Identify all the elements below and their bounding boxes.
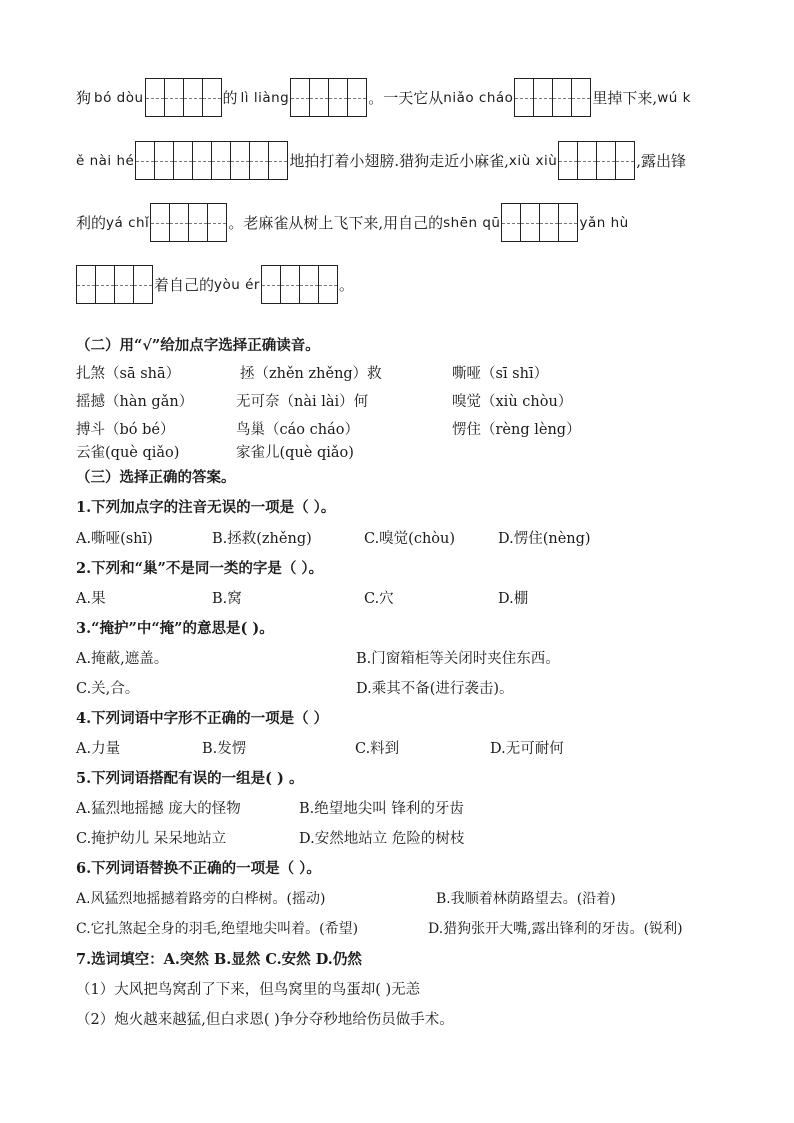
- option[interactable]: B.发愣: [202, 741, 247, 757]
- option[interactable]: B.我顺着林荫路望去。(沿着): [436, 891, 616, 907]
- pinyin: bó dòu: [94, 89, 144, 106]
- pron-item[interactable]: 家雀儿(què qiǎo): [236, 445, 354, 461]
- option[interactable]: D.乘其不备(进行袭击)。: [356, 681, 514, 697]
- question-stem: 7.选词填空：A.突然 B.显然 C.安然 D.仍然: [76, 951, 362, 968]
- question-stem: 3.“掩护”中“掩”的意思是( )。: [76, 620, 274, 637]
- option[interactable]: D.无可耐何: [490, 741, 564, 757]
- option[interactable]: B.绝望地尖叫 锋利的牙齿: [299, 801, 464, 817]
- text: 利的: [76, 214, 107, 232]
- option[interactable]: C.料到: [355, 741, 400, 757]
- pinyin: yǎn hù: [579, 214, 629, 231]
- section-heading: （三）选择正确的答案。: [76, 469, 236, 486]
- char-grid[interactable]: [514, 78, 591, 117]
- pron-item[interactable]: 嗅觉（xiù chòu）: [452, 394, 573, 410]
- pron-item[interactable]: 搏斗（bó bé）: [76, 422, 175, 438]
- option[interactable]: B.拯救(zhěng): [212, 531, 312, 547]
- text: 狗: [76, 89, 92, 107]
- char-grid[interactable]: [261, 265, 338, 304]
- question-stem: 6.下列词语替换不正确的一项是（ ）。: [76, 860, 321, 877]
- text: 。一天它从: [368, 89, 444, 107]
- pinyin: shēn qū: [443, 214, 501, 231]
- char-grid[interactable]: [135, 141, 212, 180]
- char-grid[interactable]: [150, 203, 227, 242]
- pinyin: yòu ér: [214, 276, 260, 293]
- pron-item[interactable]: 云雀(què qiǎo): [76, 445, 180, 461]
- option[interactable]: D.安然地站立 危险的树枝: [299, 831, 465, 847]
- option[interactable]: A.力量: [76, 741, 121, 757]
- option[interactable]: A.果: [76, 591, 106, 607]
- text: 里掉下来,: [592, 89, 658, 107]
- sub-question: （1）大风把鸟窝刮了下来，但鸟窝里的鸟蛋却( )无恙: [76, 982, 421, 998]
- option[interactable]: A.嘶哑(shī): [76, 531, 153, 547]
- char-grid[interactable]: [558, 141, 635, 180]
- option[interactable]: D.愣住(nèng): [498, 531, 591, 547]
- text: 。: [338, 276, 354, 294]
- option[interactable]: C.穴: [364, 591, 394, 607]
- option[interactable]: D.猎狗张开大嘴,露出锋利的牙齿。(锐利): [428, 921, 683, 937]
- pron-item[interactable]: 嘶哑（sī shī）: [452, 366, 549, 382]
- question-stem: 4.下列词语中字形不正确的一项是（ ）: [76, 710, 329, 727]
- char-grid[interactable]: [211, 141, 288, 180]
- pinyin: xiù xiù: [508, 152, 558, 169]
- fill-line-1: [76, 78, 691, 117]
- option[interactable]: B.门窗箱柜等关闭时夹住东西。: [356, 651, 560, 667]
- pinyin: niǎo cháo: [443, 89, 514, 106]
- option[interactable]: B.窝: [212, 591, 242, 607]
- option[interactable]: D.棚: [498, 591, 529, 607]
- option[interactable]: C.掩护幼儿 呆呆地站立: [76, 831, 227, 847]
- question-stem: 2.下列和“巢”不是同一类的字是（ ）。: [76, 560, 324, 577]
- pron-item[interactable]: 摇撼（hàn gǎn）: [76, 394, 194, 410]
- text: 地拍打着小翅膀.猎狗走近小麻雀,: [289, 152, 509, 170]
- pron-item[interactable]: 拯（zhěn zhěng）救: [240, 366, 382, 382]
- pron-item[interactable]: 无可奈（nài lài）何: [236, 394, 369, 410]
- char-grid[interactable]: [76, 265, 153, 304]
- fill-line-3: [76, 203, 629, 242]
- pron-item[interactable]: 鸟巢（cáo cháo）: [236, 422, 359, 438]
- text: 的: [222, 89, 238, 107]
- pron-item[interactable]: 扎煞（sā shā）: [76, 366, 181, 382]
- pinyin: ě nài hé: [76, 152, 135, 169]
- pinyin: lì liàng: [240, 89, 290, 106]
- fill-line-4: [76, 265, 354, 304]
- pron-item[interactable]: 愣住（rèng lèng）: [452, 422, 581, 438]
- option[interactable]: C.关,合。: [76, 681, 140, 697]
- text: 着自己的: [154, 276, 215, 294]
- pinyin: wú k: [657, 89, 691, 106]
- section-heading: （二）用“√”给加点字选择正确读音。: [76, 337, 320, 354]
- text: ,露出锋: [636, 152, 687, 170]
- fill-line-2: [76, 141, 686, 180]
- option[interactable]: A.风猛烈地摇撼着路旁的白桦树。(摇动): [76, 891, 326, 907]
- question-stem: 5.下列词语搭配有误的一组是( ) 。: [76, 770, 304, 787]
- option[interactable]: A.掩蔽,遮盖。: [76, 651, 169, 667]
- sub-question: （2）炮火越来越猛,但白求恩( )争分夺秒地给伤员做手术。: [76, 1012, 454, 1028]
- question-stem: 1.下列加点字的注音无误的一项是（ ）。: [76, 499, 336, 516]
- option[interactable]: C.嗅觉(chòu): [364, 531, 456, 547]
- char-grid[interactable]: [290, 78, 367, 117]
- option[interactable]: C.它扎煞起全身的羽毛,绝望地尖叫着。(希望): [76, 921, 359, 937]
- option[interactable]: A.猛烈地摇撼 庞大的怪物: [76, 801, 241, 817]
- pinyin: yá chǐ: [106, 214, 150, 231]
- text: 。老麻雀从树上飞下来,用自己的: [228, 214, 444, 232]
- char-grid[interactable]: [501, 203, 578, 242]
- char-grid[interactable]: [145, 78, 222, 117]
